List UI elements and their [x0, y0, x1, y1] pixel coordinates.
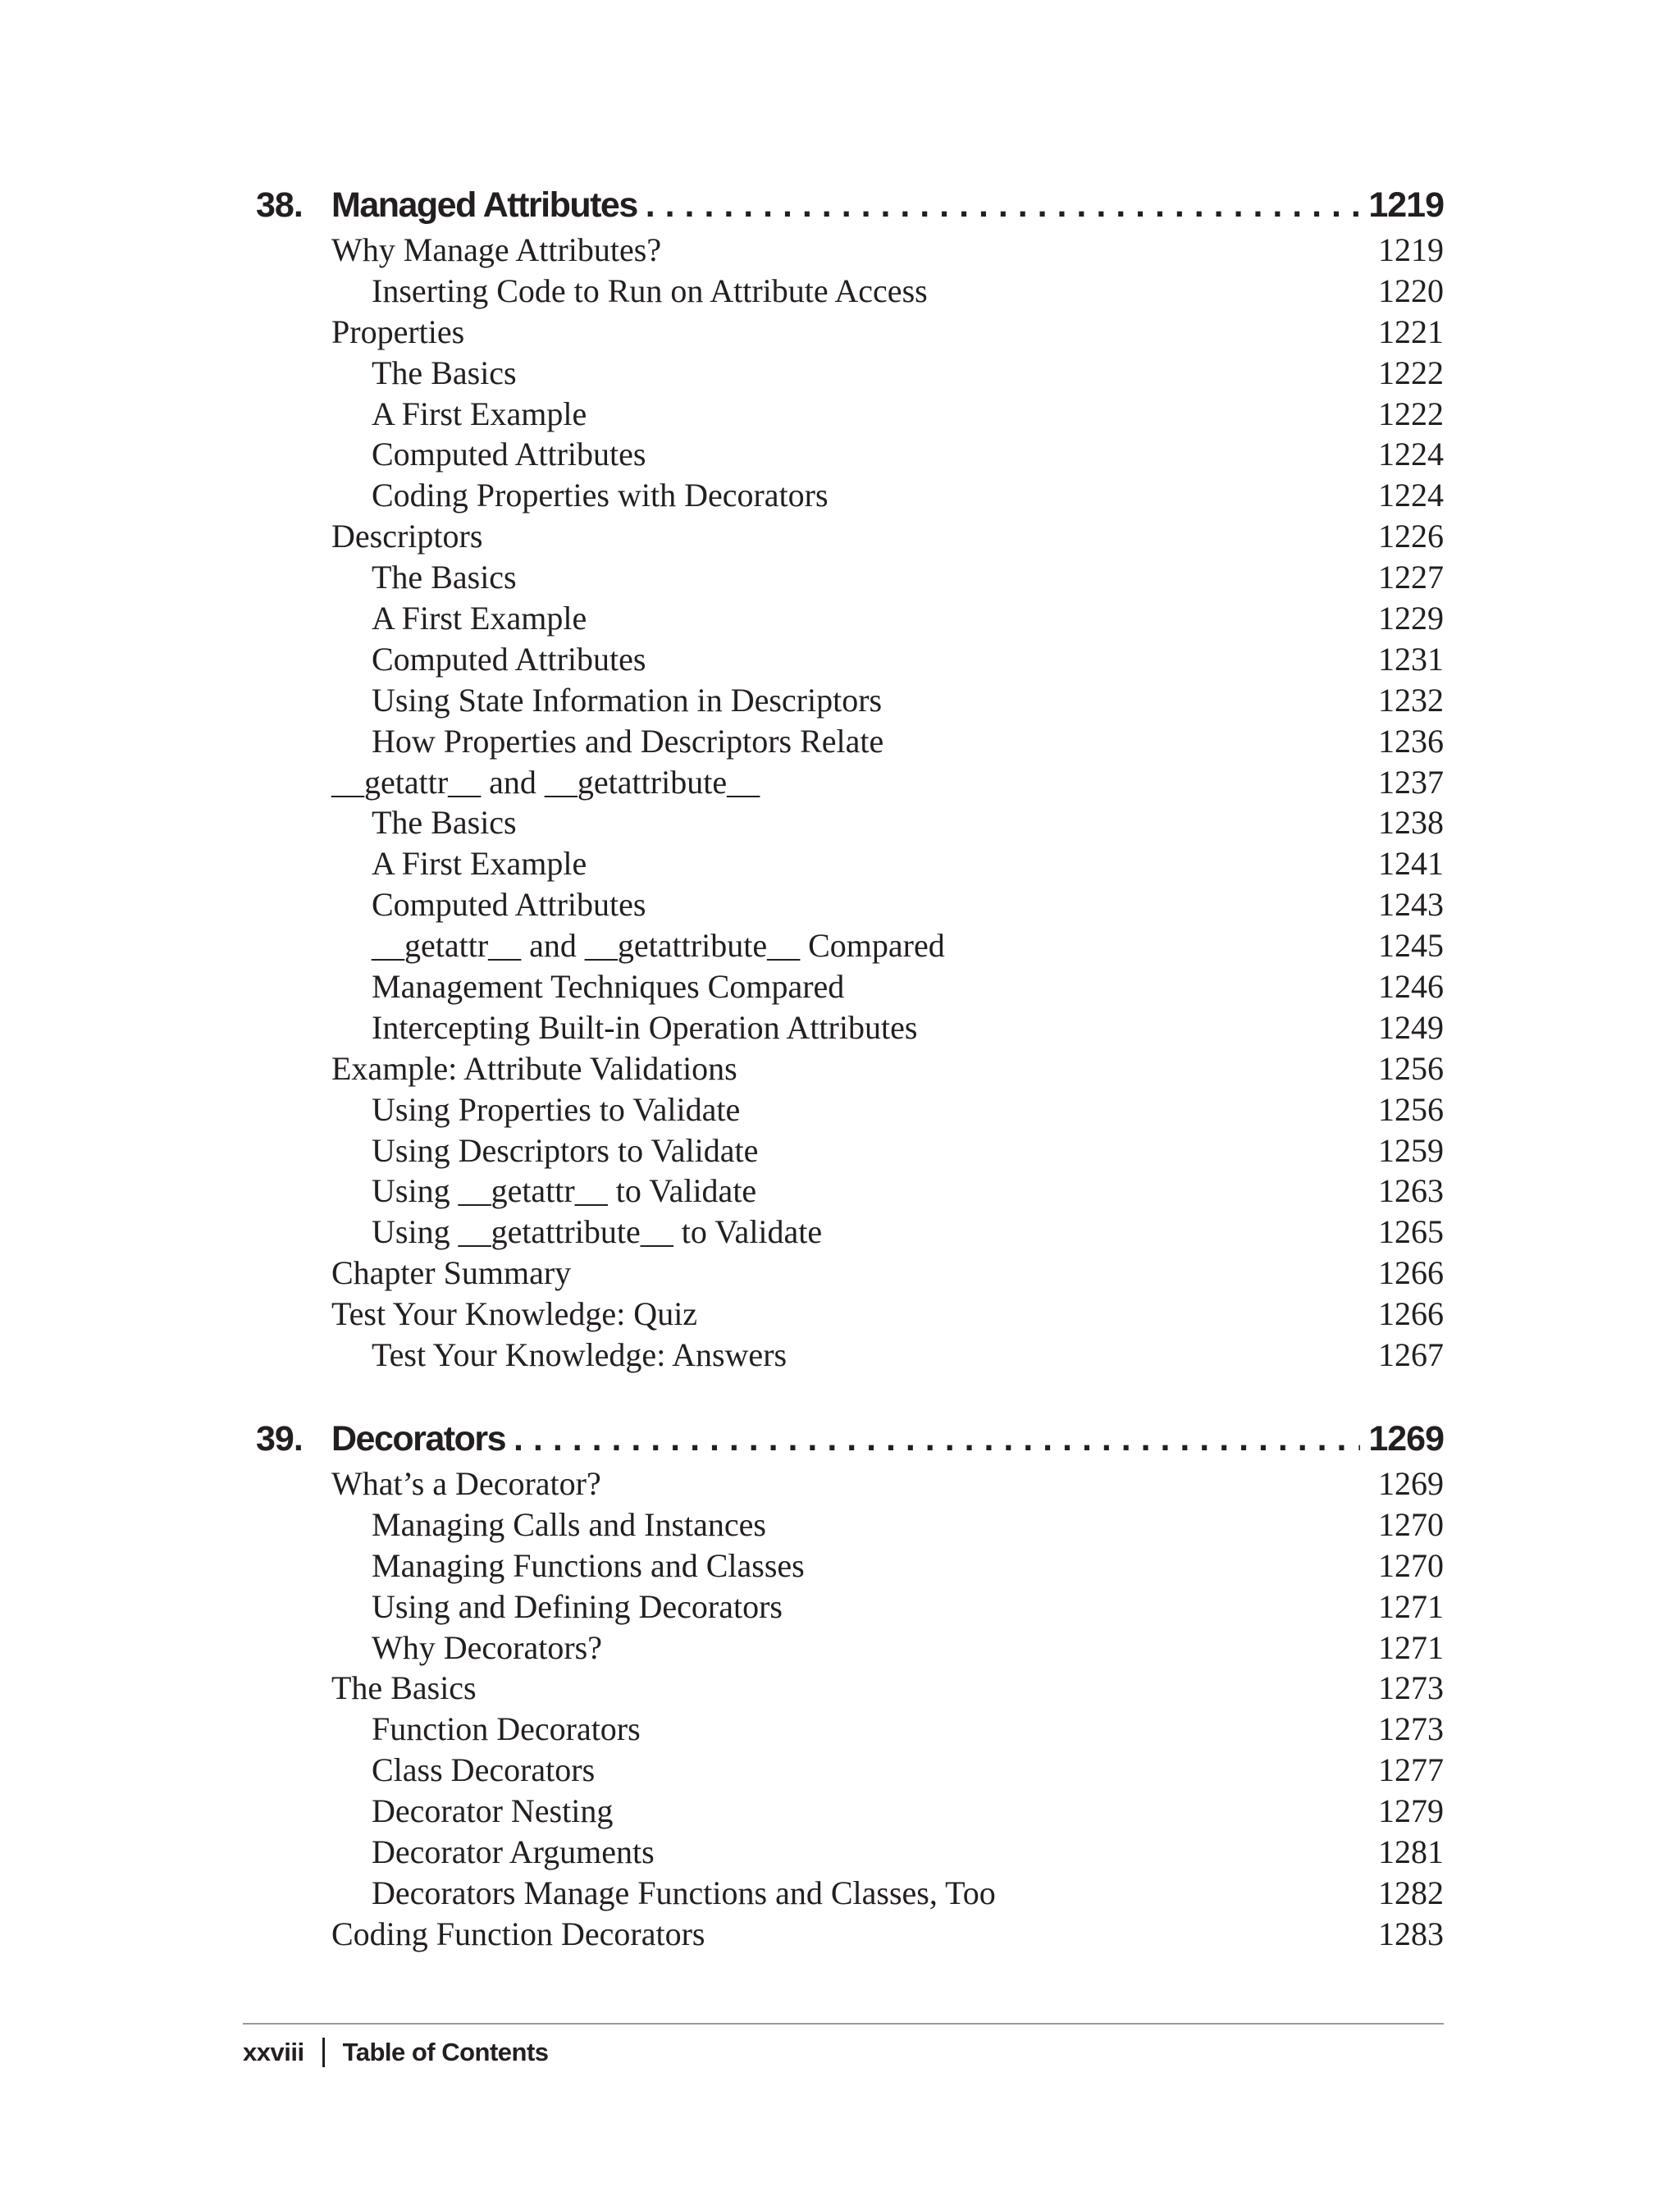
page-footer [243, 2034, 549, 2070]
toc-subentry [243, 966, 1444, 1007]
entry-title: Decorators Manage Functions and Classes, Too [372, 1874, 996, 1911]
entry-page-number: 1246 [1378, 968, 1444, 1006]
chapter-title-row [331, 185, 1444, 226]
toc-entry [243, 230, 1444, 271]
entry-page-number: 1227 [1378, 559, 1444, 596]
entry-title: Managing Functions and Classes [372, 1546, 805, 1584]
chapter-page-number: 1269 [1368, 1419, 1444, 1459]
toc-subentry [243, 1089, 1444, 1130]
toc-subentry [243, 802, 1444, 843]
toc-subentry [243, 394, 1444, 435]
toc-subentry [243, 434, 1444, 475]
toc-entry [243, 1668, 1444, 1709]
entry-title: Example: Attribute Validations [331, 1049, 737, 1087]
chapter-38-entries [243, 230, 1444, 1376]
entry-page-number: 1238 [1378, 804, 1444, 842]
entry-title: A First Example [372, 600, 587, 637]
toc-subentry [243, 639, 1444, 680]
toc-subentry [243, 1586, 1444, 1628]
entry-title: Computed Attributes [372, 436, 646, 473]
entry-page-number: 1224 [1378, 436, 1444, 473]
entry-title: Coding Properties with Decorators [372, 477, 829, 514]
toc-subentry [243, 557, 1444, 598]
chapter-title: Decorators [331, 1419, 506, 1459]
chapter-38-section [243, 182, 1444, 1376]
entry-page-number: 1224 [1378, 477, 1444, 514]
entry-title: Using __getattribute__ to Validate [372, 1213, 823, 1251]
entry-page-number: 1236 [1378, 722, 1444, 760]
entry-title: The Basics [331, 1669, 477, 1707]
entry-page-number: 1270 [1378, 1505, 1444, 1543]
entry-title: Properties [331, 313, 465, 350]
toc-subentry [243, 353, 1444, 394]
entry-title: Class Decorators [372, 1751, 596, 1789]
entry-title: The Basics [372, 354, 517, 391]
entry-page-number: 1222 [1378, 395, 1444, 432]
toc-subentry [243, 1832, 1444, 1873]
entry-page-number: 1266 [1378, 1254, 1444, 1292]
toc-subentry [243, 884, 1444, 925]
toc-subentry [243, 1212, 1444, 1253]
chapter-title: Managed Attributes [331, 185, 637, 225]
toc-subentry [243, 1171, 1444, 1212]
dot-leader [646, 185, 1361, 226]
toc-entry [243, 1914, 1444, 1955]
toc-subentry [243, 680, 1444, 721]
entry-title: Test Your Knowledge: Answers [372, 1336, 788, 1374]
entry-title: Using __getattr__ to Validate [372, 1172, 757, 1210]
entry-title: Management Techniques Compared [372, 968, 845, 1006]
chapter-heading [243, 1416, 1444, 1463]
entry-title: Inserting Code to Run on Attribute Access [372, 272, 928, 309]
chapter-heading [243, 182, 1444, 230]
entry-page-number: 1283 [1378, 1915, 1444, 1952]
toc-entry [243, 312, 1444, 353]
entry-page-number: 1259 [1378, 1131, 1444, 1169]
entry-page-number: 1279 [1378, 1792, 1444, 1830]
entry-page-number: 1243 [1378, 886, 1444, 924]
toc-subentry [243, 271, 1444, 312]
entry-page-number: 1271 [1378, 1587, 1444, 1625]
entry-title: Computed Attributes [372, 886, 646, 924]
entry-title: Managing Calls and Instances [372, 1505, 766, 1543]
entry-title: A First Example [372, 845, 587, 883]
entry-title: How Properties and Descriptors Relate [372, 722, 884, 760]
entry-title: Why Manage Attributes? [331, 231, 662, 268]
entry-title: Coding Function Decorators [331, 1915, 705, 1952]
entry-page-number: 1265 [1378, 1213, 1444, 1251]
entry-page-number: 1277 [1378, 1751, 1444, 1789]
toc-subentry [243, 1130, 1444, 1171]
entry-page-number: 1267 [1378, 1336, 1444, 1374]
toc-subentry [243, 1709, 1444, 1750]
entry-page-number: 1241 [1378, 845, 1444, 883]
entry-page-number: 1245 [1378, 927, 1444, 965]
entry-page-number: 1269 [1378, 1465, 1444, 1502]
entry-title: Test Your Knowledge: Quiz [331, 1295, 698, 1333]
toc-subentry [243, 1504, 1444, 1545]
entry-page-number: 1219 [1378, 231, 1444, 268]
toc-subentry [243, 1335, 1444, 1376]
entry-title: A First Example [372, 395, 587, 432]
toc-entry [243, 1463, 1444, 1504]
entry-page-number: 1271 [1378, 1628, 1444, 1666]
toc-subentry [243, 598, 1444, 639]
chapter-39-section [243, 1416, 1444, 1955]
entry-page-number: 1281 [1378, 1833, 1444, 1871]
entry-page-number: 1256 [1378, 1090, 1444, 1128]
entry-page-number: 1226 [1378, 518, 1444, 555]
entry-page-number: 1263 [1378, 1172, 1444, 1210]
footer-section-title: Table of Contents [342, 2038, 549, 2066]
chapter-number: 39. [256, 1419, 303, 1459]
entry-title: Chapter Summary [331, 1254, 572, 1292]
toc-entry [243, 1294, 1444, 1335]
entry-page-number: 1221 [1378, 313, 1444, 350]
entry-page-number: 1249 [1378, 1008, 1444, 1046]
toc-entry [243, 762, 1444, 803]
entry-page-number: 1270 [1378, 1546, 1444, 1584]
chapter-number: 38. [256, 185, 303, 225]
entry-page-number: 1266 [1378, 1295, 1444, 1333]
entry-page-number: 1231 [1378, 640, 1444, 678]
entry-title: Using Properties to Validate [372, 1090, 741, 1128]
toc-subentry [243, 1791, 1444, 1832]
entry-title: Descriptors [331, 518, 483, 555]
entry-page-number: 1220 [1378, 272, 1444, 309]
toc-subentry [243, 1545, 1444, 1586]
entry-page-number: 1229 [1378, 600, 1444, 637]
entry-title: Using State Information in Descriptors [372, 681, 883, 719]
dot-leader [514, 1419, 1360, 1459]
toc-subentry [243, 475, 1444, 516]
entry-page-number: 1222 [1378, 354, 1444, 391]
entry-title: Computed Attributes [372, 640, 646, 678]
entry-title: The Basics [372, 804, 517, 842]
toc-subentry [243, 1628, 1444, 1669]
entry-title: Decorator Nesting [372, 1792, 614, 1830]
entry-title: __getattr__ and __getattribute__ [331, 763, 760, 801]
footer-page-number: xxviii [243, 2038, 304, 2066]
chapter-page-number: 1219 [1368, 185, 1444, 225]
entry-page-number: 1256 [1378, 1049, 1444, 1087]
toc-subentry [243, 843, 1444, 884]
toc-entry [243, 1048, 1444, 1089]
entry-title: Function Decorators [372, 1710, 641, 1748]
entry-page-number: 1273 [1378, 1669, 1444, 1707]
toc-entry [243, 516, 1444, 557]
entry-page-number: 1282 [1378, 1874, 1444, 1911]
entry-page-number: 1273 [1378, 1710, 1444, 1748]
toc-subentry [243, 925, 1444, 966]
chapter-39-entries [243, 1463, 1444, 1955]
toc-subentry [243, 1007, 1444, 1048]
entry-title: The Basics [372, 559, 517, 596]
toc-entry [243, 1253, 1444, 1294]
footer-divider [243, 2023, 1444, 2025]
entry-page-number: 1232 [1378, 681, 1444, 719]
entry-title: Intercepting Built-in Operation Attributes [372, 1008, 918, 1046]
entry-title: Using Descriptors to Validate [372, 1131, 759, 1169]
footer-separator [322, 2038, 325, 2067]
entry-title: What’s a Decorator? [331, 1465, 601, 1502]
entry-title: Using and Defining Decorators [372, 1587, 783, 1625]
entry-title: Why Decorators? [372, 1628, 602, 1666]
entry-page-number: 1237 [1378, 763, 1444, 801]
toc-subentry [243, 1750, 1444, 1791]
entry-title: Decorator Arguments [372, 1833, 655, 1871]
entry-title: __getattr__ and __getattribute__ Compared [372, 927, 945, 965]
toc-subentry [243, 1873, 1444, 1914]
toc-subentry [243, 721, 1444, 762]
chapter-title-row [331, 1419, 1444, 1459]
